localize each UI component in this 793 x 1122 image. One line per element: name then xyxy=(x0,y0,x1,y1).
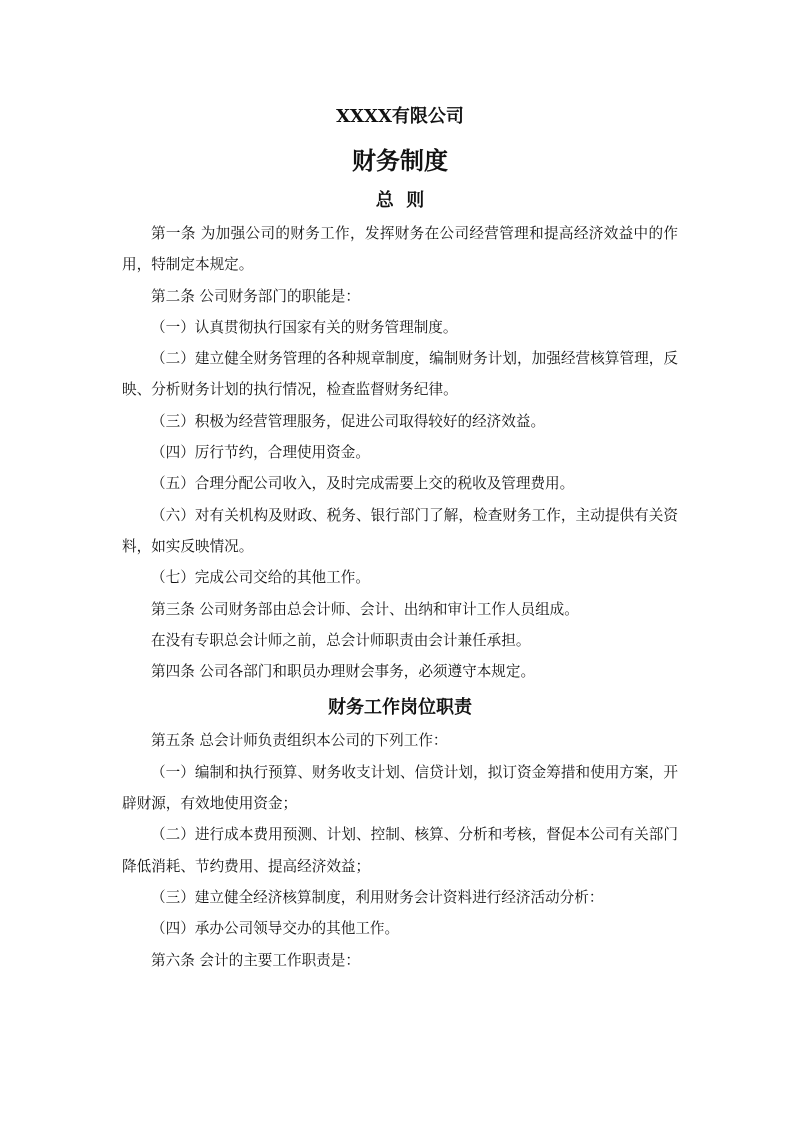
document-page xyxy=(122,100,678,976)
list-item-paragraph: （一）认真贯彻执行国家有关的财务管理制度。 xyxy=(151,318,458,336)
company-name: XXXX有限公司 xyxy=(336,106,464,127)
list-item-paragraph: （四）承办公司领导交办的其他工作。 xyxy=(151,920,400,938)
list-item-paragraph: （三）建立健全经济核算制度，利用财务会计资料进行经济活动分析： xyxy=(151,888,604,906)
article-paragraph: 第六条 会计的主要工作职责是： xyxy=(151,951,360,969)
list-item-paragraph: （五）合理分配公司收入，及时完成需要上交的税收及管理费用。 xyxy=(151,475,575,493)
section-heading-duties: 财务工作岗位职责 xyxy=(328,697,472,719)
article-paragraph: 在没有专职总会计师之前，总会计师职责由会计兼任承担。 xyxy=(151,631,531,649)
list-item-paragraph: （二）建立健全财务管理的各种规章制度，编制财务计划，加强经营核算管理，反映、分析财务计划的执行情况，检查监督财务纪律。 xyxy=(122,350,678,399)
list-item-paragraph: （七）完成公司交给的其他工作。 xyxy=(151,569,370,587)
document-title: 财务制度 xyxy=(352,146,448,175)
list-item-paragraph: （二）进行成本费用预测、计划、控制、核算、分析和考核，督促本公司有关部门降低消耗、节约费用、提高经济效益； xyxy=(122,826,678,875)
article-paragraph: 第三条 公司财务部由总会计师、会计、出纳和审计工作人员组成。 xyxy=(151,600,579,618)
article-paragraph: 第一条 为加强公司的财务工作，发挥财务在公司经营管理和提高经济效益中的作用，特制定本规定。 xyxy=(122,225,678,274)
list-item-paragraph: （一）编制和执行预算、财务收支计划、信贷计划，拟订资金筹措和使用方案，开辟财源，有效地使用资金； xyxy=(122,763,678,813)
article-paragraph: 第四条 公司各部门和职员办理财会事务，必须遵守本规定。 xyxy=(151,663,536,681)
article-paragraph: 第五条 总会计师负责组织本公司的下列工作： xyxy=(151,732,448,750)
article-paragraph: 第二条 公司财务部门的职能是： xyxy=(151,287,360,305)
section-heading-general: 总 则 xyxy=(375,190,425,211)
list-item-paragraph: （四）厉行节约，合理使用资金。 xyxy=(151,444,370,462)
list-item-paragraph: （三）积极为经营管理服务，促进公司取得较好的经济效益。 xyxy=(151,412,546,430)
list-item-paragraph: （六）对有关机构及财政、税务、银行部门了解，检查财务工作，主动提供有关资料，如实反映情况。 xyxy=(122,506,678,555)
